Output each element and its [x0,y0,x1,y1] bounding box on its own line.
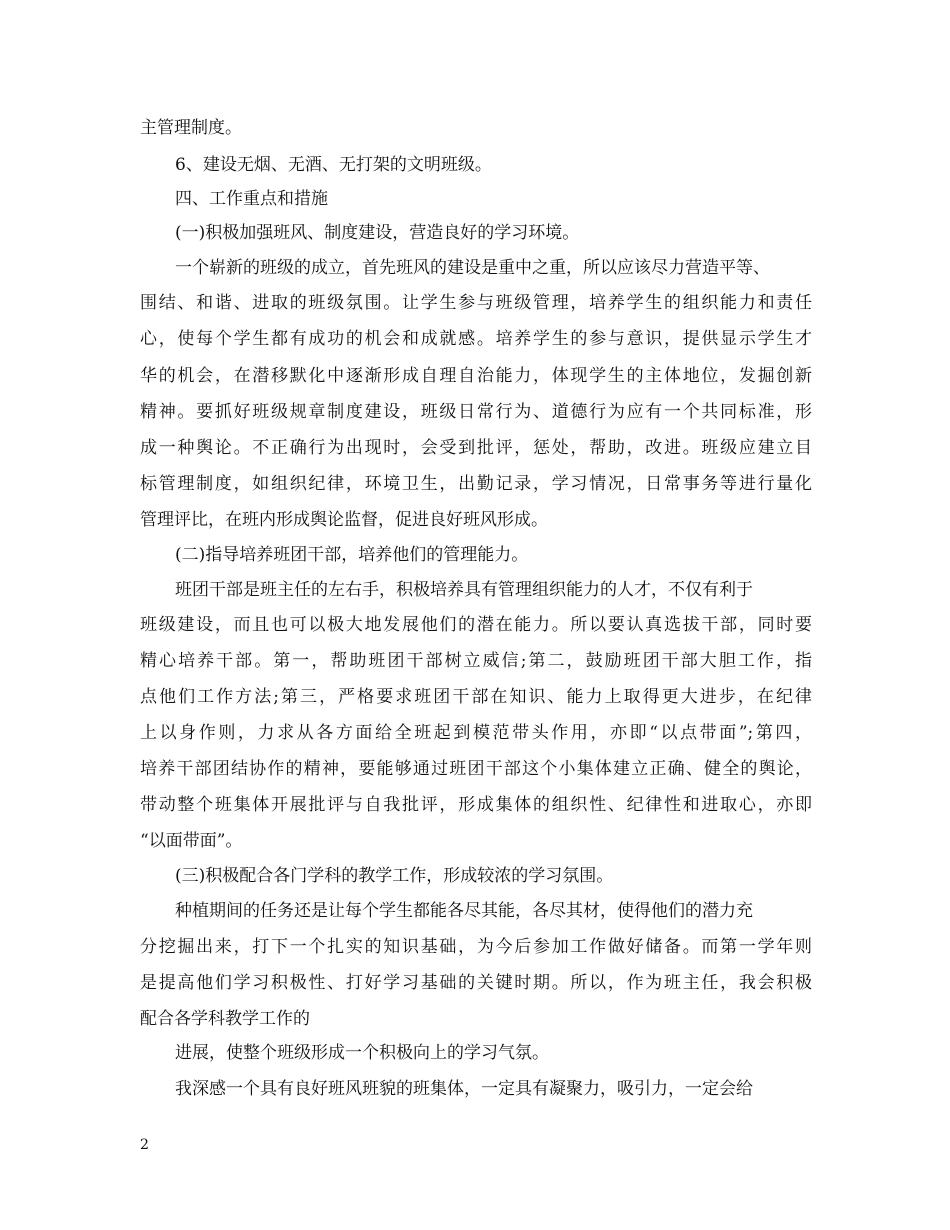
text-line: 班级建设，而且也可以极大地发展他们的潜在能力。所以要认真选拔干部，同时要 [140,615,812,635]
text-line: 一个崭新的班级的成立，首先班风的建设是重中之重，所以应该尽力营造平等、 [175,258,770,278]
text-line: 6、建设无烟、无酒、无打架的文明班级。 [175,155,492,175]
text-line: 上以身作则，力求从各方面给全班起到模范带头作用，亦即“以点带面”;第四， [140,723,812,743]
text-line: 分挖掘出来，打下一个扎实的知识基础，为今后参加工作做好储备。而第一学年则 [140,937,812,957]
section-heading: 四、工作重点和措施 [175,189,328,209]
text-line: 是提高他们学习积极性、打好学习基础的关键时期。所以，作为班主任，我会积极 [140,973,812,993]
text-line: 精神。要抓好班级规章制度建设，班级日常行为、道德行为应有一个共同标准，形 [140,402,812,422]
subsection-heading: (一)积极加强班风、制度建设，营造良好的学习环境。 [175,223,580,243]
text-line: 培养干部团结协作的精神，要能够通过班团干部这个小集体建立正确、健全的舆论， [140,759,812,779]
text-line: 点他们工作方法;第三，严格要求班团干部在知识、能力上取得更大进步，在纪律 [140,687,812,707]
text-line: 华的机会，在潜移默化中逐渐形成自理自治能力，体现学生的主体地位，发掘创新 [140,366,812,386]
text-line: 心，使每个学生都有成功的机会和成就感。培养学生的参与意识，提供显示学生才 [140,329,812,349]
text-line: 进展，使整个班级形成一个积极向上的学习气氛。 [175,1043,549,1063]
text-line: 带动整个班集体开展批评与自我批评，形成集体的组织性、纪律性和进取心，亦即 [140,795,812,815]
text-line: “以面带面”。 [140,831,243,851]
text-line: 班团干部是班主任的左右手，积极培养具有管理组织能力的人才，不仅有利于 [175,580,753,600]
subsection-heading: (三)积极配合各门学科的教学工作，形成较浓的学习氛围。 [175,866,614,886]
page-number: 2 [140,1137,149,1153]
text-line: 精心培养干部。第一，帮助班团干部树立威信;第二，鼓励班团干部大胆工作，指 [140,651,812,671]
subsection-heading: (二)指导培养班团干部，培养他们的管理能力。 [175,545,529,565]
text-line: 围结、和谐、进取的班级氛围。让学生参与班级管理，培养学生的组织能力和责任 [140,293,812,313]
text-line: 配合各学科教学工作的 [140,1009,310,1029]
text-line: 种植期间的任务还是让每个学生都能各尽其能，各尽其材，使得他们的潜力充 [175,901,753,921]
text-line: 标管理制度，如组织纪律，环境卫生，出勤记录，学习情况，日常事务等进行量化 [140,474,812,494]
text-line: 管理评比，在班内形成舆论监督，促进良好班风形成。 [140,510,548,530]
text-line: 我深感一个具有良好班风班貌的班集体，一定具有凝聚力，吸引力，一定会给 [175,1079,753,1099]
text-line: 成一种舆论。不正确行为出现时，会受到批评，惩处，帮助，改进。班级应建立目 [140,438,812,458]
text-line: 主管理制度。 [140,118,242,138]
